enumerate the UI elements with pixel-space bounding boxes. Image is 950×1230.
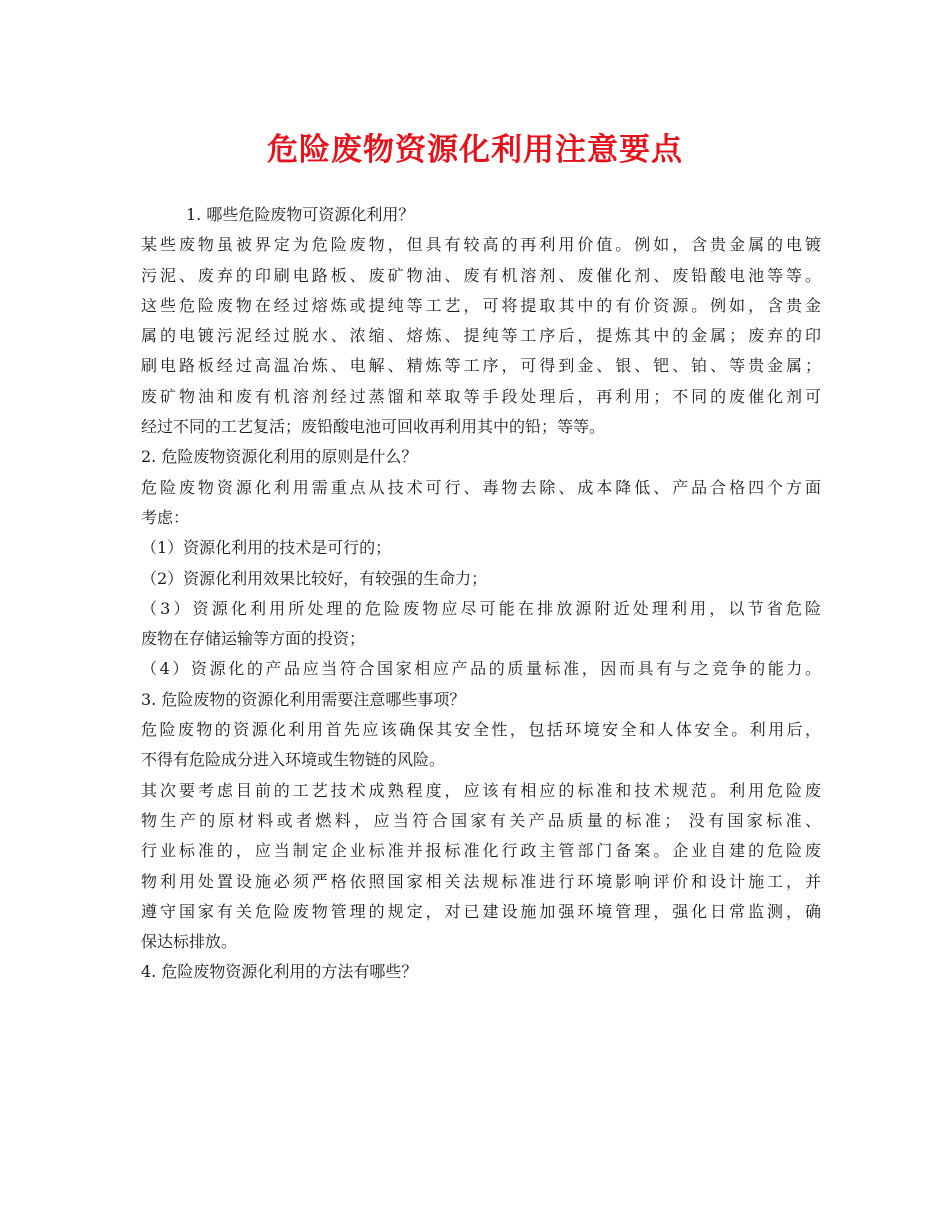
- question-heading-4: 4. 危险废物资源化利用的方法有哪些？: [141, 962, 418, 982]
- question-heading-3: 3. 危险废物的资源化利用需要注意哪些事项？: [141, 689, 466, 709]
- list-item: （3）资源化利用所处理的危险废物应尽可能在排放源附近处理利用，以节省危险: [141, 598, 821, 618]
- question-heading-1: 1. 哪些危险废物可资源化利用？: [186, 205, 415, 224]
- paragraph-line: 经过不同的工艺复活；废铅酸电池可回收再利用其中的铅；等等。: [141, 417, 606, 437]
- paragraph-line: 废矿物油和废有机溶剂经过蒸馏和萃取等手段处理后，再利用；不同的废催化剂可: [141, 386, 821, 406]
- paragraph-line: 遵守国家有关危险废物管理的规定，对已建设施加强环境管理，强化日常监测，确: [141, 901, 821, 921]
- list-item-continuation: 废物在存储运输等方面的投资；: [141, 629, 366, 649]
- document-title: 危险废物资源化利用注意要点: [267, 132, 683, 168]
- paragraph-line: 保达标排放。: [141, 932, 238, 952]
- paragraph-line: 某些废物虽被界定为危险废物，但具有较高的再利用价值。例如，含贵金属的电镀: [141, 235, 821, 255]
- list-item: （1）资源化利用的技术是可行的；: [141, 538, 392, 558]
- paragraph-line: 行业标准的，应当制定企业标准并报标准化行政主管部门备案。企业自建的危险废: [141, 841, 821, 861]
- paragraph-line: 危险废物资源化利用需重点从技术可行、毒物去除、成本降低、产品合格四个方面: [141, 477, 821, 497]
- document-body: [141, 200, 821, 988]
- paragraph-line: 考虑：: [141, 507, 190, 527]
- list-item: （4）资源化的产品应当符合国家相应产品的质量标准，因而具有与之竞争的能力。: [141, 659, 821, 679]
- paragraph-line: 刷电路板经过高温冶炼、电解、精炼等工序，可得到金、银、钯、铂、等贵金属；: [141, 356, 821, 376]
- paragraph-line: 不得有危险成分进入环境或生物链的风险。: [141, 750, 446, 770]
- paragraph-line: 这些危险废物在经过熔炼或提纯等工艺，可将提取其中的有价资源。例如，含贵金: [141, 295, 821, 315]
- paragraph-line: 属的电镀污泥经过脱水、浓缩、熔炼、提纯等工序后，提炼其中的金属；废弃的印: [141, 326, 821, 346]
- paragraph-line: 污泥、废弃的印刷电路板、废矿物油、废有机溶剂、废催化剂、废铅酸电池等等。: [141, 265, 821, 285]
- paragraph-line: 其次要考虑目前的工艺技术成熟程度，应该有相应的标准和技术规范。利用危险废: [141, 780, 821, 800]
- question-heading-2: 2. 危险废物资源化利用的原则是什么？: [141, 447, 418, 467]
- paragraph-line: 危险废物的资源化利用首先应该确保其安全性，包括环境安全和人体安全。利用后，: [141, 720, 821, 740]
- list-item: （2）资源化利用效果比较好，有较强的生命力；: [141, 568, 488, 588]
- paragraph-line: 物生产的原材料或者燃料，应当符合国家有关产品质量的标准； 没有国家标准、: [141, 810, 821, 830]
- paragraph-line: 物利用处置设施必须严格依照国家相关法规标准进行环境影响评价和设计施工，并: [141, 871, 821, 891]
